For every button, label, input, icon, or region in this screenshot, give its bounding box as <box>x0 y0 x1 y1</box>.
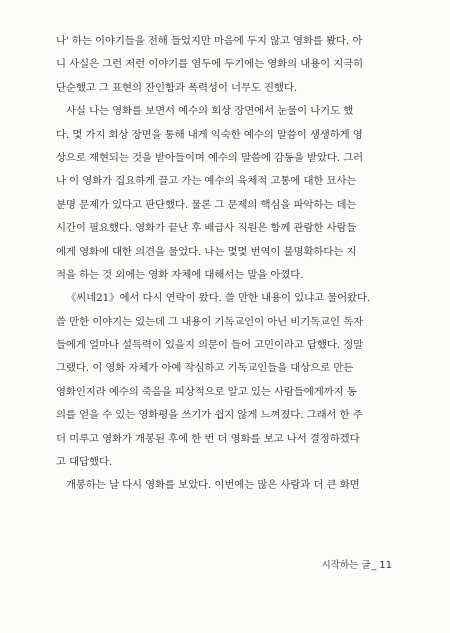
text-line: 분명 문제가 있다고 판단했다. 물론 그 문제의 핵심을 파악하는 데는 <box>56 198 357 211</box>
footer-separator: _ <box>371 560 377 571</box>
paragraph-start-line: 사실 나는 영화를 보면서 예수의 회상 장면에서 눈물이 나기도 했 <box>66 105 354 118</box>
text-line: 단순했고 그 표현의 잔인함과 폭력성이 너무도 진했다. <box>56 81 298 94</box>
text-line: 영화인지라 예수의 죽음을 피상적으로 알고 있는 사람들에게까지 동 <box>56 385 357 398</box>
paragraph-start-line: 개봉하는 날 다시 영화를 보았다. 이번에는 많은 사람과 더 큰 화면 <box>66 479 360 492</box>
page-number: 11 <box>379 560 392 571</box>
body-text <box>56 30 396 498</box>
text-line: 나 이 영화가 집요하게 끌고 가는 예수의 육체적 고통에 대한 묘사는 <box>56 175 357 188</box>
text-line: 들에게 얼마나 설득력이 있을지 의문이 들어 고민이라고 답했다. 정말 <box>56 339 364 352</box>
text-line: 상으로 재현되는 것을 받아들이며 예수의 말씀에 감동을 받았다. 그러 <box>56 151 364 164</box>
text-line: 고 대답했다. <box>56 456 113 469</box>
page-footer <box>322 557 392 571</box>
text-line: 의를 얻을 수 있는 영화평을 쓰기가 쉽지 않게 느껴졌다. 그래서 한 주 <box>56 409 363 422</box>
text-line: 니 사실은 그런 저런 이야기를 염두에 두기에는 영화의 내용이 지극히 <box>56 58 364 71</box>
text-line: 에게 영화에 대한 의견을 물었다. 나는 몇몇 번역이 불명확하다는 지 <box>56 245 357 258</box>
text-line: 나' 하는 이야기들을 전해 들었지만 마음에 두지 않고 영화를 봤다. 아 <box>56 35 363 47</box>
text-line: 쓸 만한 이야기는 있는데 그 내용이 기독교인이 아닌 비기독교인 독자 <box>56 315 364 328</box>
text-line: 다. 몇 가지 회상 장면을 통해 내게 익숙한 예수의 말씀이 생생하게 영 <box>56 128 363 141</box>
text-line: 적을 하는 것 외에는 영화 자체에 대해서는 말을 아꼈다. <box>56 268 304 281</box>
text-line: 시간이 필요했다. 영화가 끝난 후 배급사 직원은 함께 관람한 사람들 <box>56 222 357 235</box>
text-line: 더 미루고 영화가 개봉된 후에 한 번 더 영화를 보고 나서 결정하겠다 <box>56 432 360 445</box>
paragraph-start-line: 《씨네21》에서 다시 연락이 왔다. 쓸 만한 내용이 있냐고 물어왔다. <box>66 292 371 305</box>
running-section-title: 시작하는 글 <box>321 560 371 571</box>
text-line: 그랬다. 이 영화 자체가 아예 작심하고 기독교인들을 대상으로 만든 <box>56 362 354 375</box>
